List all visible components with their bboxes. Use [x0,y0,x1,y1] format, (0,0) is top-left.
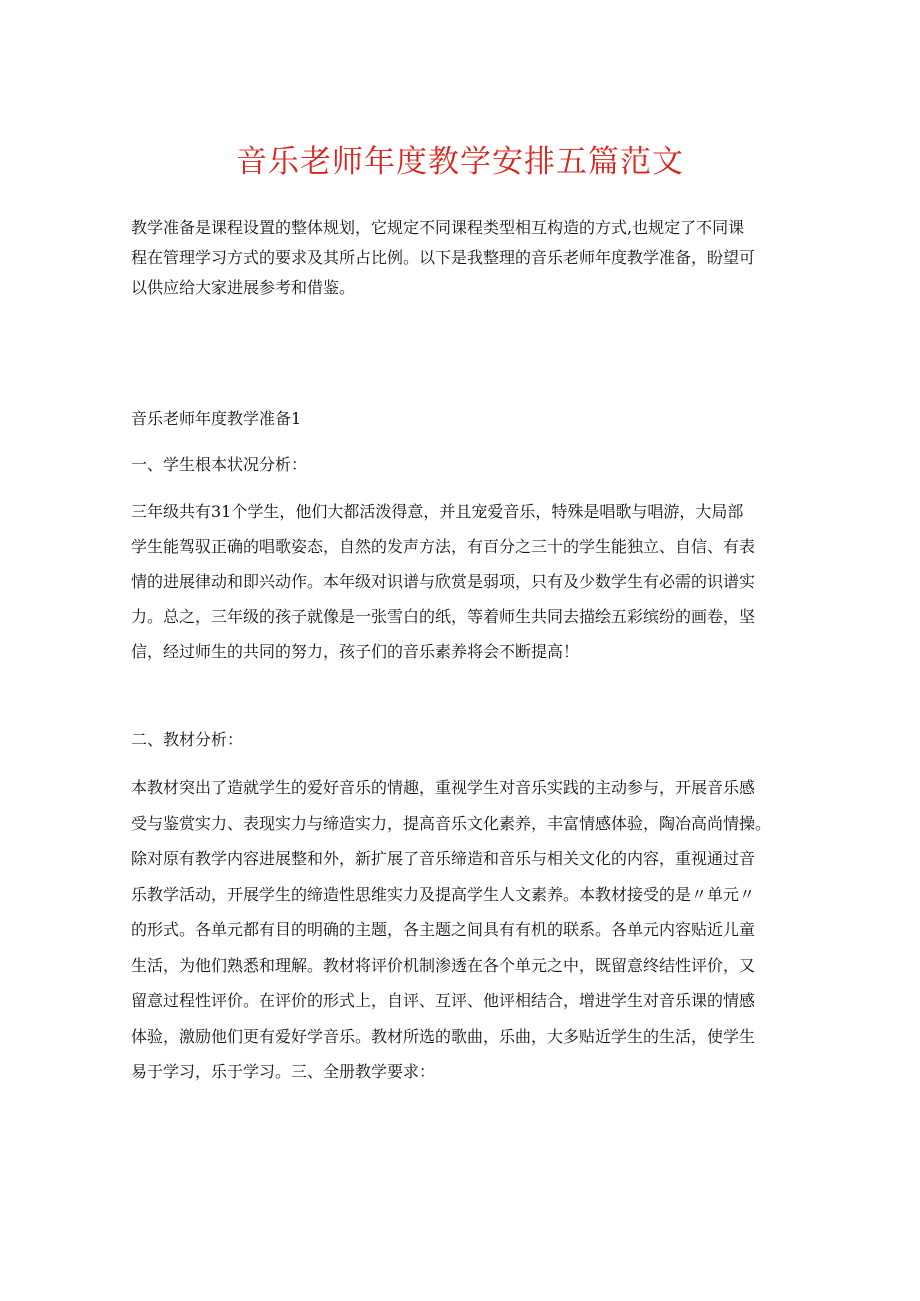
paragraph-line: 受与鉴赏实力、表现实力与缔造实力，提高音乐文化素养，丰富情感体验，陶冶高尚情操。 [131,813,772,833]
paragraph-line: 情的进展律动和即兴动作。本年级对识谱与欣赏是弱项，只有及少数学生有必需的识谱实 [131,572,756,591]
document-title: 音乐老师年度教学安排五篇范文 [236,144,684,180]
intro-line: 程在管理学习方式的要求及其所占比例。以下是我整理的音乐老师年度教学准备，盼望可 [131,248,756,267]
paragraph-line: 除对原有教学内容进展整和外，新扩展了音乐缔造和音乐与相关文化的内容，重视通过音 [131,849,756,868]
intro-paragraph [131,213,795,303]
heading-student-analysis: 一、学生根本状况分析： [131,455,308,474]
paragraph-line: 易于学习，乐于学习。三、全册教学要求： [131,1062,436,1081]
student-analysis-paragraph [131,494,795,669]
paragraph-line: 三年级共有31个学生，他们大都活泼得意，并且宠爱音乐，特殊是唱歌与唱游，大局部 [131,502,744,521]
paragraph-line: 体验，激励他们更有爱好学音乐。教材所选的歌曲，乐曲，大多贴近学生的生活，使学生 [131,1026,756,1046]
paragraph-line: 留意过程性评价。在评价的形式上，自评、互评、他评相结合，增进学生对音乐课的情感 [131,991,756,1010]
paragraph-line: 生活，为他们熟悉和理解。教材将评价机制渗透在各个单元之中，既留意终结性评价，又 [131,955,756,975]
paragraph-line: 力。总之，三年级的孩子就像是一张雪白的纸，等着师生共同去描绘五彩缤纷的画卷，坚 [131,607,756,626]
intro-line: 以供应给大家进展参考和借鉴。 [131,278,356,297]
paragraph-line: 的形式。各单元都有目的明确的主题，各主题之间具有有机的联系。各单元内容贴近儿童 [131,920,756,939]
paragraph-line: 学生能驾驭正确的唱歌姿态，自然的发声方法，有百分之三十的学生能独立、自信、有表 [131,537,756,556]
heading-textbook-analysis: 二、教材分析： [131,730,244,749]
paragraph-line: 乐教学活动，开展学生的缔造性思维实力及提高学生人文素养。本教材接受的是〃单元〃 [131,884,756,904]
intro-line: 教学准备是课程设置的整体规划，它规定不同课程类型相互构造的方式,也规定了不同课 [131,218,745,237]
section-title: 音乐老师年度教学准备1 [131,409,302,428]
paragraph-line: 本教材突出了造就学生的爱好音乐的情趣，重视学生对音乐实践的主动参与，开展音乐感 [131,778,756,797]
paragraph-line: 信，经过师生的共同的努力，孩子们的音乐素养将会不断提高！ [131,642,580,661]
textbook-analysis-paragraph [131,770,795,1090]
